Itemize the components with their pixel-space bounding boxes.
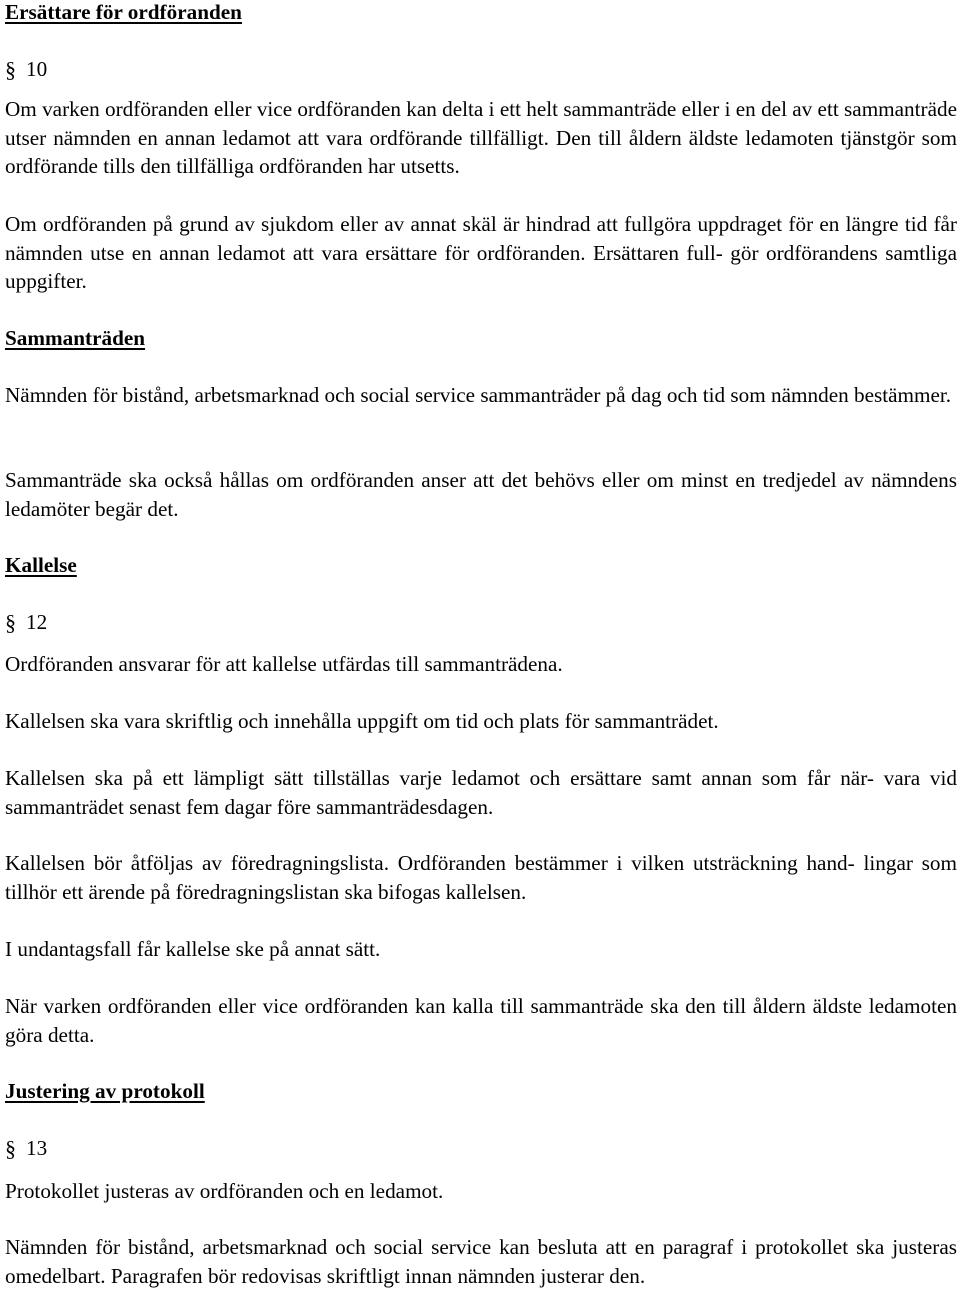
section-number-10 [5,55,957,85]
section-heading-ersattare [5,0,957,27]
paragraph-block [5,935,957,964]
paragraph-block [5,210,957,296]
paragraph-block [5,764,957,821]
paragraph: Kallelsen ska på ett lämpligt sätt tillställas varje ledamot och ersättare samt annan som får när- vara vid sammanträdet senast fem dagar före sammanträdesdagen. [5,766,957,819]
paragraph: Om varken ordföranden eller vice ordföranden kan delta i ett helt sammanträde eller i en del av ett sammanträde utser nämnden en annan ledamot att vara ordförande tillfälligt. Den till åldern äldste ledamoten tjänstgör som ordförande tills den tillfälliga ordföranden har utsetts. [5,97,957,179]
paragraph: När varken ordföranden eller vice ordföranden kan kalla till sammanträde ska den till åldern äldste ledamoten göra detta. [5,994,957,1047]
paragraph: Kallelsen bör åtföljas av föredragningslista. Ordföranden bestämmer i vilken utsträckning hand- lingar som tillhör ett ärende på föredragningslistan ska bifogas kallelsen. [5,851,957,904]
paragraph-block [5,650,957,679]
paragraph-block [5,992,957,1049]
section-heading-sammantraden [5,324,957,353]
paragraph-block [5,707,957,736]
section-number-12 [5,608,957,638]
paragraph: Ordföranden ansvarar för att kallelse utfärdas till sammanträdena. [5,652,563,676]
paragraph-block [5,466,957,523]
paragraph: Kallelsen ska vara skriftlig och innehålla uppgift om tid och plats för sammanträdet. [5,709,719,733]
section-sign: § [5,57,16,82]
paragraph-block [5,1177,957,1206]
paragraph: Protokollet justeras av ordföranden och en ledamot. [5,1179,444,1203]
section-sign: § [5,1136,16,1161]
heading-kallelse: Kallelse [5,553,77,577]
paragraph: Sammanträde ska också hållas om ordföranden anser att det behövs eller om minst en tredjedel av nämndens ledamöter begär det. [5,468,957,521]
heading-ersattare: Ersättare för ordföranden [5,0,242,24]
heading-justering: Justering av protokoll [5,1079,205,1103]
paragraph: Om ordföranden på grund av sjukdom eller av annat skäl är hindrad att fullgöra uppdraget för en längre tid får nämnden utse en annan ledamot att vara ersättare för ordföranden. Ersättaren full- gör ordförandens samtliga uppgifter. [5,212,957,294]
section-sign: § [5,610,16,635]
paragraph-block [5,849,957,906]
paragraph: Nämnden för bistånd, arbetsmarknad och social service sammanträder på dag och tid som nämnden bestämmer. [5,383,952,407]
paragraph: Nämnden för bistånd, arbetsmarknad och social service kan besluta att en paragraf i protokollet ska justeras omedelbart. Paragrafen bör redovisas skriftligt innan nämnden justerar den. [5,1235,957,1288]
paragraph: I undantagsfall får kallelse ske på annat sätt. [5,937,381,961]
paragraph-block [5,95,957,181]
heading-sammantraden: Sammanträden [5,326,146,350]
paragraph-block [5,381,957,410]
paragraph-block [5,1233,957,1290]
section-heading-kallelse [5,551,957,580]
section-number: 13 [26,1136,48,1160]
section-number-13 [5,1134,957,1164]
section-number: 10 [26,57,48,81]
section-number: 12 [26,610,48,634]
section-heading-justering [5,1077,957,1106]
